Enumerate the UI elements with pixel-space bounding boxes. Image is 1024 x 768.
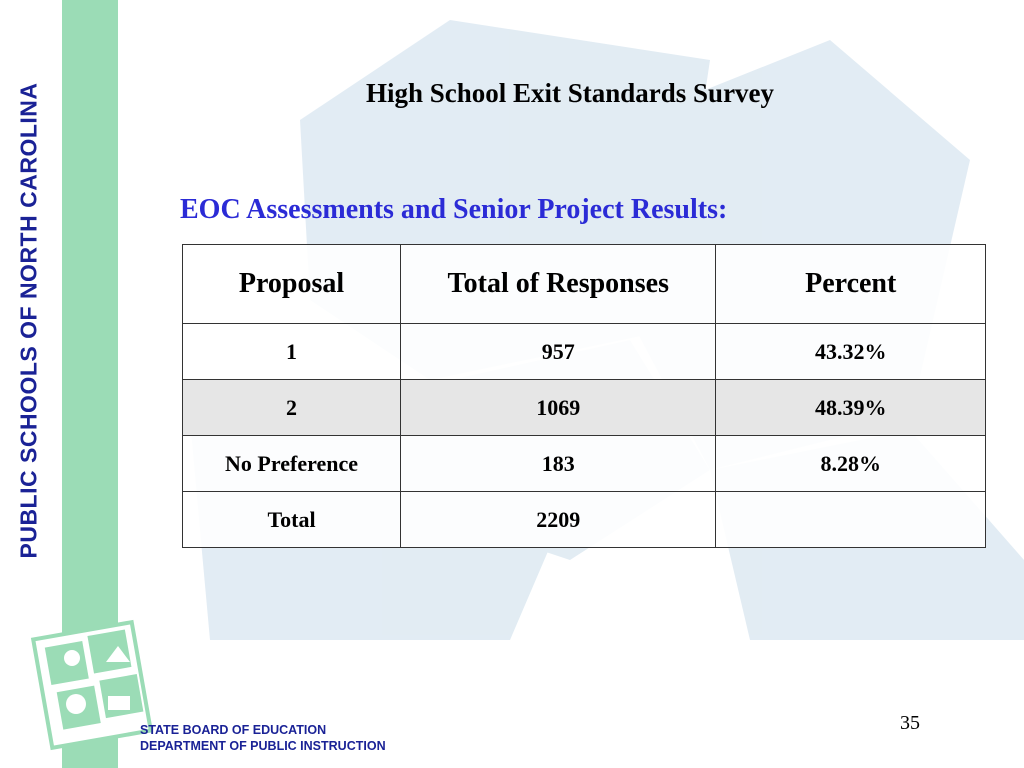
- cell-responses: 183: [401, 436, 716, 492]
- header-total-responses: Total of Responses: [401, 245, 716, 324]
- cell-percent: 43.32%: [716, 324, 986, 380]
- page-number: 35: [900, 712, 920, 734]
- cell-responses: 957: [401, 324, 716, 380]
- table-row: [183, 436, 986, 492]
- slide-title: High School Exit Standards Survey: [365, 78, 775, 108]
- footer-line-department: DEPARTMENT OF PUBLIC INSTRUCTION: [140, 739, 386, 753]
- table-header-row: [183, 245, 986, 324]
- slide-subtitle: EOC Assessments and Senior Project Results:: [180, 194, 728, 225]
- sidebar-vertical-text: PUBLIC SCHOOLS OF NORTH CAROLINA: [15, 82, 42, 558]
- table-row: [183, 492, 986, 548]
- cell-responses: 2209: [401, 492, 716, 548]
- table-row: [183, 380, 986, 436]
- cell-proposal: No Preference: [183, 436, 401, 492]
- footer-line-board: STATE BOARD OF EDUCATION: [140, 723, 327, 737]
- cell-proposal: 2: [183, 380, 401, 436]
- cell-proposal: Total: [183, 492, 401, 548]
- footer-organization: [140, 722, 386, 754]
- cell-percent: 48.39%: [716, 380, 986, 436]
- header-proposal: Proposal: [183, 245, 401, 324]
- table-row: [183, 324, 986, 380]
- sidebar-vertical-title: [0, 0, 58, 640]
- cell-percent: 8.28%: [716, 436, 986, 492]
- cell-proposal: 1: [183, 324, 401, 380]
- results-table: [182, 244, 986, 548]
- cell-responses: 1069: [401, 380, 716, 436]
- header-percent: Percent: [716, 245, 986, 324]
- cell-percent: [716, 492, 986, 548]
